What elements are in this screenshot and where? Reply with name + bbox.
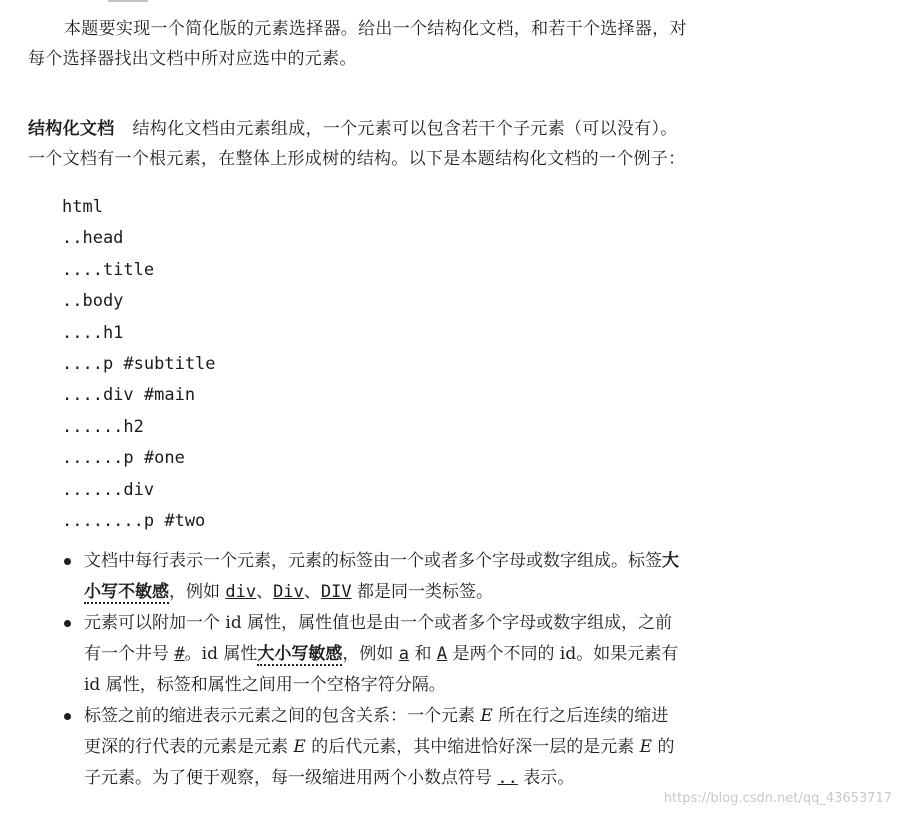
code-div-lower: div [225,582,257,602]
code-line: html [62,197,103,217]
code-a-lower: a [398,644,410,664]
bullet-dot-icon [64,620,71,627]
intro-paragraph [28,14,788,74]
section-term: 结构化文档 [28,119,115,139]
code-div-upper: DIV [320,582,352,602]
example-document-code [62,192,216,537]
rule-item-id: 元素可以附加一个 id 属性，属性值也是由一个或者多个字母或数字组成，之前 有一个井号 #。id 属性大小写敏感，例如 a 和 A 是两个不同的 id。如果元素有 id 属性，标签和属性之间用一个空格字符分隔。 [62,608,782,701]
code-line: ..body [62,291,124,312]
code-line: ....p #subtitle [62,353,216,374]
code-line: ......p #one [62,448,185,469]
rule-item-indent: 标签之前的缩进表示元素之间的包含关系：一个元素 E 所在行之后连续的缩进 更深的行代表的元素是元素 E 的后代元素，其中缩进恰好深一层的是元素 E 的 子元素。为了便于观察，每一级缩进用两个小数点符号 .. 表示。 [62,701,782,794]
code-line: ......h2 [62,416,144,437]
code-div-mixed: Div [273,582,304,602]
intro-line-1: 本题要实现一个简化版的元素选择器。给出一个结构化文档，和若干个选择器，对 [64,19,687,39]
code-hash: # [174,644,185,664]
code-line: ....title [62,259,155,280]
code-line: ..head [62,228,124,249]
clipped-top-line [108,0,148,6]
rule-item-tags: 文档中每行表示一个元素，元素的标签由一个或者多个字母或数字组成。标签大 小写不敏感，例如 div、Div、DIV 都是同一类标签。 [62,546,782,608]
code-dots: .. [497,768,518,788]
code-line: ....div #main [62,385,196,406]
code-a-upper: A [436,644,448,664]
watermark: https://blog.csdn.net/qq_43653717 [663,791,892,806]
structured-doc-paragraph [28,114,788,174]
code-line: ........p #two [62,510,206,531]
bullet-dot-icon [64,713,71,720]
section-line-2: 一个文档有一个根元素，在整体上形成树的结构。以下是本题结构化文档的一个例子： [28,149,686,169]
code-line: ......div [62,479,155,500]
bullet-dot-icon [64,558,71,565]
code-line: ....h1 [62,322,124,343]
rules-list [62,546,782,794]
intro-line-2: 每个选择器找出文档中所对应选中的元素。 [28,49,357,69]
section-line-1: 结构化文档 结构化文档由元素组成，一个元素可以包含若干个子元素（可以没有）。 [28,119,678,139]
